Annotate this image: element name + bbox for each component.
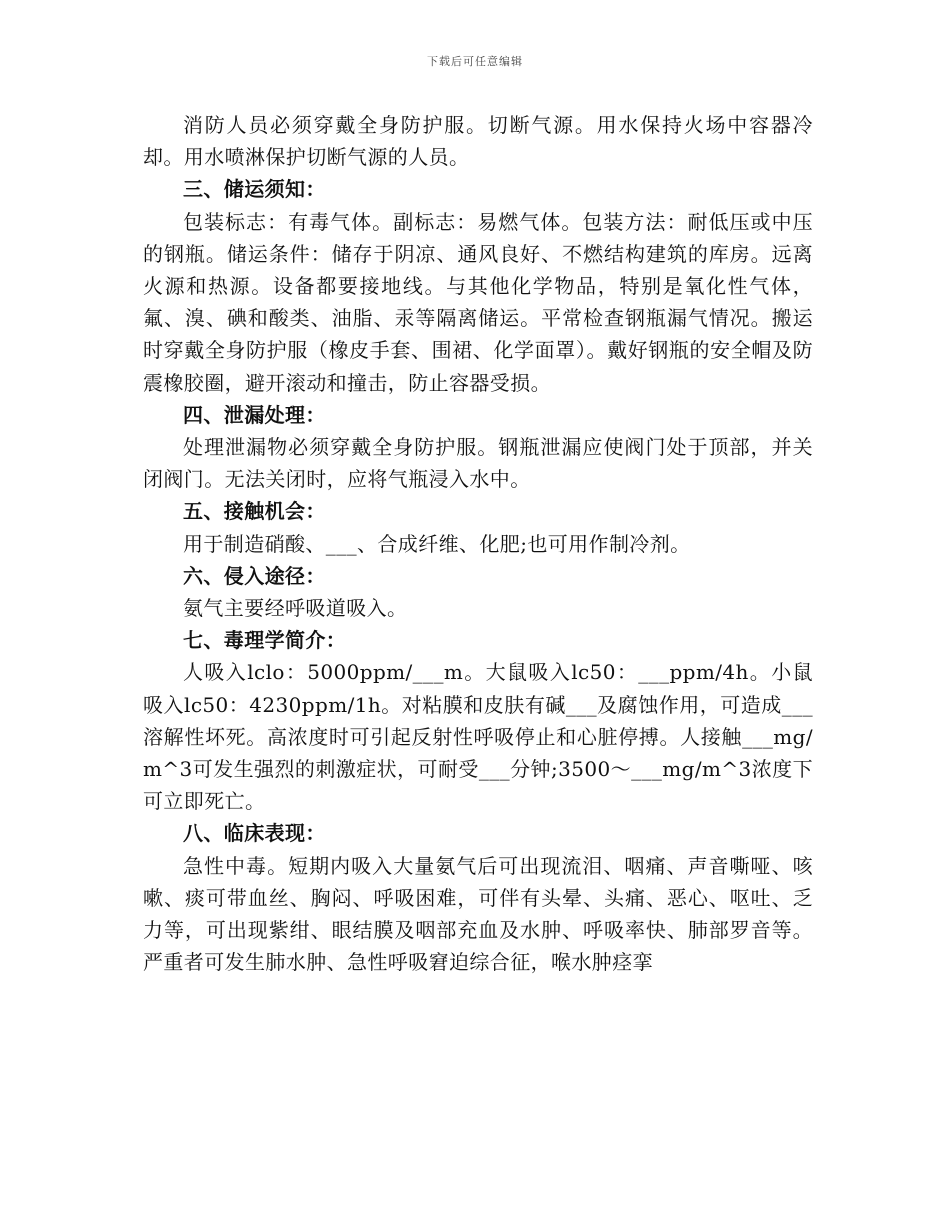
paragraph-leak-handling: 处理泄漏物必须穿戴全身防护服。钢瓶泄漏应使阀门处于顶部，并关闭阀门。无法关闭时，应将气瓶浸入水中。 xyxy=(143,435,813,492)
paragraph-fire-fighting: 消防人员必须穿戴全身防护服。切断气源。用水保持火场中容器冷却。用水喷淋保护切断气源的人员。 xyxy=(143,113,813,170)
heading-storage-transport: 三、储运须知： xyxy=(183,177,326,202)
page-header: 下载后可任意编辑 xyxy=(427,55,523,68)
heading-entry-route: 六、侵入途径： xyxy=(183,563,326,588)
paragraph-clinical-manifestation: 急性中毒。短期内吸入大量氨气后可出现流泪、咽痛、声音嘶哑、咳嗽、痰可带血丝、胸闷、呼吸困难，可伴有头晕、头痛、恶心、呕吐、乏力等，可出现紫绀、眼结膜及咽部充血及水肿、呼吸率快、肺部罗音等。严重者可发生肺水肿、急性呼吸窘迫综合征，喉水肿痉挛 xyxy=(143,853,813,975)
paragraph-exposure-opportunity: 用于制造硝酸、___、合成纤维、化肥;也可用作制冷剂。 xyxy=(183,531,691,556)
heading-toxicology: 七、毒理学简介： xyxy=(183,628,347,653)
document-body xyxy=(143,109,813,978)
heading-leak-handling: 四、泄漏处理： xyxy=(183,402,326,427)
heading-clinical-manifestation: 八、临床表现： xyxy=(183,821,326,846)
paragraph-toxicology: 人吸入lclo：5000ppm/___m。大鼠吸入lc50：___ppm/4h。小鼠吸入lc50：4230ppm/1h。对粘膜和皮肤有碱___及腐蚀作用，可造成___溶解性坏死。高浓度时可引起反射性呼吸停止和心脏停搏。人接触___mg/m^3可发生强烈的刺激症状，可耐受___分钟;3500～___mg/m^3浓度下可立即死亡。 xyxy=(143,660,813,814)
paragraph-entry-route: 氨气主要经呼吸道吸入。 xyxy=(183,596,408,621)
heading-exposure-opportunity: 五、接触机会： xyxy=(183,499,326,524)
paragraph-storage-transport: 包装标志：有毒气体。副标志：易燃气体。包装方法：耐低压或中压的钢瓶。储运条件：储存于阴凉、通风良好、不燃结构建筑的库房。远离火源和热源。设备都要接地线。与其他化学物品，特别是氧化性气体，氟、溴、碘和酸类、油脂、汞等隔离储运。平常检查钢瓶漏气情况。搬运时穿戴全身防护服（橡皮手套、围裙、化学面罩）。戴好钢瓶的安全帽及防震橡胶圈，避开滚动和撞击，防止容器受损。 xyxy=(143,209,813,395)
